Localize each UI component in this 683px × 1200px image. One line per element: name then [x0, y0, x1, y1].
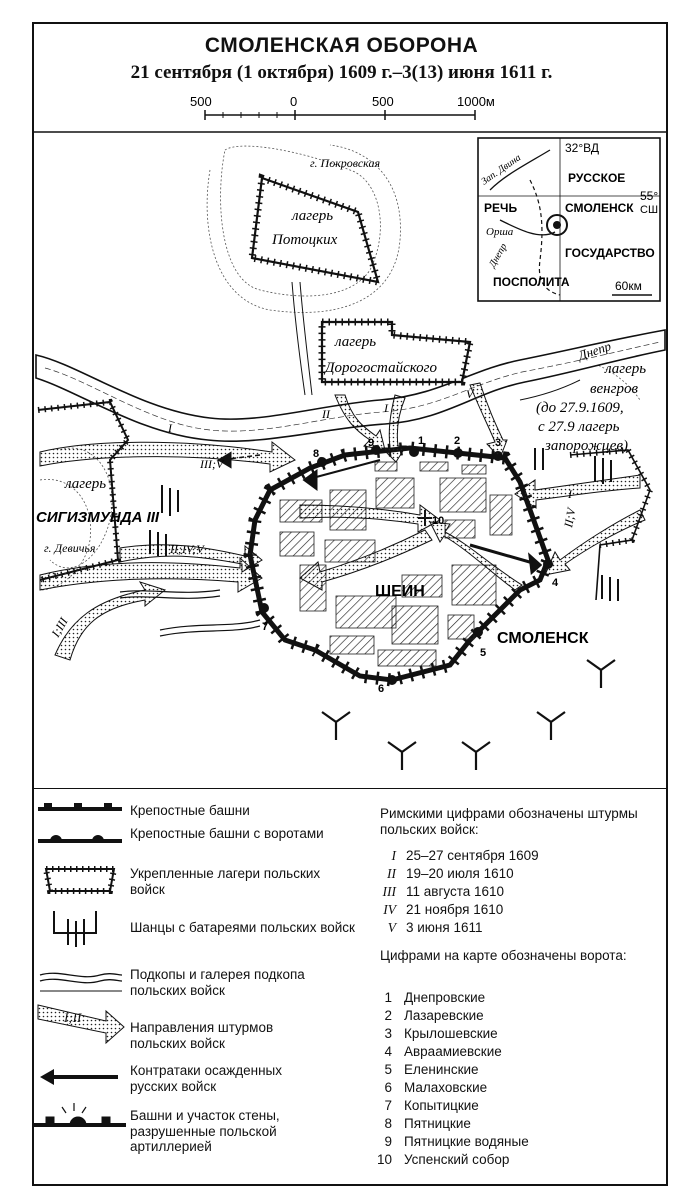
legend-divider — [34, 788, 666, 789]
legend-tunnels-text: Подкопы и галерея подкопа польских войск — [130, 967, 305, 998]
label-camp-hungary-3: (до 27.9.1609, — [536, 400, 624, 416]
gate-item: 10 Успенский собор — [376, 1152, 510, 1167]
label-camp-pototsky-1: лагерь — [292, 208, 334, 224]
storm-label-III-V: III;V — [200, 457, 224, 471]
gate-label-2: 2 — [454, 435, 461, 447]
scale-tick-0: 0 — [290, 94, 298, 109]
map-title: СМОЛЕНСКАЯ ОБОРОНА — [204, 34, 479, 57]
legend-counter-text: Контратаки осажденных русских войск — [130, 1063, 283, 1094]
inset-parallel-2: СШ — [640, 204, 659, 216]
label-camp-pototsky-2: Потоцких — [272, 232, 338, 248]
gate-label-9: 9 — [368, 437, 375, 449]
gate-item: 1 Днепровские — [384, 990, 486, 1005]
gate-item: 9 Пятницкие водяные — [384, 1134, 529, 1149]
label-pokrovskaya: г. Покровская — [310, 156, 381, 170]
gate-label-8: 8 — [313, 448, 320, 460]
gate-label-1: 1 — [418, 435, 425, 447]
gate-item: 2 Лазаревские — [384, 1008, 484, 1023]
scale-tick-500: 500 — [372, 94, 394, 109]
storm-item: III 11 августа 1610 — [382, 884, 505, 899]
map-subtitle: 21 сентября (1 октября) 1609 г.–3(13) июня 1611 г. — [130, 62, 553, 83]
scale-bar — [190, 94, 495, 120]
label-camp-dorogost-2: Дорогостайского — [325, 360, 438, 376]
legend-towers-text: Крепостные башни — [130, 803, 250, 818]
legend-ruined-text: Башни и участок стены, разрушенные польской артиллерией — [130, 1108, 280, 1154]
inset-russkoe: РУССКОЕ — [568, 171, 626, 185]
legend-batteries-text: Шанцы с батареями польских войск — [130, 920, 355, 935]
storm-item: II 19–20 июля 1610 — [387, 866, 514, 881]
inset-scale: 60км — [615, 279, 642, 293]
scale-tick-500-left: 500 — [190, 94, 212, 109]
storm-item: V 3 июня 1611 — [387, 920, 483, 935]
legend-storm-text: Направления штурмов польских войск — [130, 1020, 274, 1051]
label-dnepr: Днепр — [576, 338, 613, 363]
legend-counter-arrow-symbol — [40, 1069, 118, 1085]
legend-camp-text: Укрепленные лагери польских войск — [130, 866, 321, 897]
gate-label-3: 3 — [495, 437, 502, 449]
legend-camp-symbol — [46, 869, 114, 891]
inset-meridian: 32°ВД — [565, 141, 600, 155]
storms-heading: Римскими цифрами обозначены штурмы польских войск: — [380, 806, 638, 837]
legend-tunnels-symbol — [40, 973, 122, 991]
inset-rech: РЕЧЬ — [484, 201, 518, 215]
gate-label-4: 4 — [552, 577, 559, 589]
inset-parallel-1: 55° — [640, 189, 659, 203]
storm-label-I-III: I;III — [48, 615, 71, 640]
inset-pospolita: ПОСПОЛИТА — [493, 275, 570, 289]
label-devichya: г. Девичья — [44, 541, 96, 555]
inset-smolensk: СМОЛЕНСК — [565, 201, 634, 215]
storm-item: I 25–27 сентября 1609 — [391, 848, 539, 863]
storm-label-II-IV-V: II;IV;V — [170, 542, 204, 556]
gate-item: 4 Авраамиевские — [384, 1044, 502, 1059]
gate-item: 3 Крылошевские — [384, 1026, 498, 1041]
label-camp-hungary-4: с 27.9 лагерь — [538, 419, 620, 435]
storm-label-II-top: II — [322, 407, 330, 421]
label-camp-hungary-1: лагерь — [605, 361, 647, 377]
gates-heading: Цифрами на карте обозначены ворота: — [380, 948, 627, 963]
smolensk-fortress — [250, 445, 553, 685]
storm-label-I-right: I — [568, 487, 572, 501]
gate-label-10: 10 — [432, 515, 445, 527]
legend-batteries-symbol — [54, 911, 96, 947]
inset-zap-dvina: Зап. Двина — [479, 152, 524, 188]
legend-ruined-wall-symbol — [34, 1103, 126, 1125]
legend-towers-gates-text: Крепостные башни с воротами — [130, 826, 324, 841]
gate-label-6: 6 — [378, 683, 385, 695]
storm-item: IV 21 ноября 1610 — [383, 902, 504, 917]
storm-label-I-top: I — [384, 401, 388, 415]
storm-label-II-V-right: II;V — [561, 507, 579, 529]
storm-label-I-left: I — [168, 421, 172, 435]
label-camp-sigismund-1: лагерь — [65, 476, 107, 492]
gate-item: 8 Пятницкие — [384, 1116, 471, 1131]
storm-label-V-top: V — [466, 387, 474, 401]
gate-item: 7 Копытицкие — [384, 1098, 479, 1113]
label-camp-dorogost-1: лагерь — [335, 334, 377, 350]
gate-item: 6 Малаховские — [384, 1080, 488, 1095]
legend-towers-symbol — [38, 803, 122, 809]
legend-symbols — [30, 795, 130, 1175]
camp-pototsky — [252, 178, 378, 282]
gate-label-5: 5 — [480, 647, 487, 659]
gate-label-7: 7 — [262, 621, 269, 633]
inset-orsha: Орша — [486, 226, 514, 238]
label-camp-hungary-5: запорожцев) — [545, 438, 628, 454]
label-camp-hungary-2: венгров — [590, 381, 638, 397]
inset-gosudarstvo: ГОСУДАРСТВО — [565, 246, 655, 260]
scale-tick-1000: 1000м — [457, 94, 495, 109]
legend-towers-gates-symbol — [38, 835, 122, 841]
inset-dnepr: Днепр — [487, 241, 510, 270]
label-smolensk: СМОЛЕНСК — [497, 630, 589, 647]
legend-storm-label: I;II — [64, 1010, 82, 1025]
label-shein: ШЕИН — [375, 583, 425, 600]
gate-item: 5 Еленинские — [384, 1062, 479, 1077]
tunnels — [120, 590, 260, 636]
label-camp-sigismund-2: СИГИЗМУНДА III — [36, 509, 160, 526]
